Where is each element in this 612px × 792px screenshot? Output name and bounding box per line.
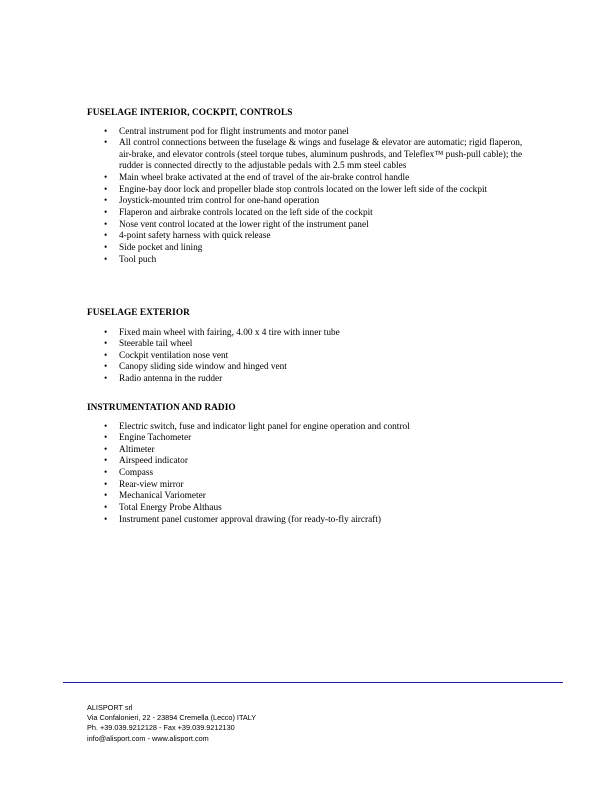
list-item: • Electric switch, fuse and indicator light panel for engine operation and control (87, 422, 527, 434)
list-item: • Radio antenna in the rudder (87, 374, 527, 386)
list-item: • All control connections between the fuselage & wings and fuselage & elevator are automatic; rigid flaperon, air-brake, and elevator controls (steel torque tubes, aluminum pushrods, and Teleflex™ push-pull cable); the rudder is connected directly to the adjustable pedals with 2.5 mm steel cables (87, 138, 527, 173)
section-fuselage-exterior (87, 308, 527, 385)
list-item: • Side pocket and lining (87, 243, 527, 255)
list-item: • Main wheel brake activated at the end of travel of the air-brake control handle (87, 173, 527, 185)
list-item: • Flaperon and airbrake controls located on the left side of the cockpit (87, 208, 527, 220)
list-item: • Rear-view mirror (87, 480, 527, 492)
footer-address: Via Confalonieri, 22 - 23894 Cremella (Lecco) ITALY (87, 713, 257, 723)
list-item: • Total Energy Probe Althaus (87, 503, 527, 515)
footer (87, 703, 256, 744)
footer-contact: info@alisport.com - www.alisport.com (87, 733, 209, 743)
list-item: • Mechanical Variometer (87, 491, 527, 503)
footer-divider (63, 682, 563, 683)
section-heading: FUSELAGE INTERIOR, COCKPIT, CONTROLS (87, 108, 293, 118)
list-item: • Instrument panel customer approval drawing (for ready-to-fly aircraft) (87, 515, 527, 527)
list-item: • Engine Tachometer (87, 433, 527, 445)
section-heading: INSTRUMENTATION AND RADIO (87, 403, 236, 413)
list-item: • Central instrument pod for flight instruments and motor panel (87, 127, 527, 139)
footer-phone: Ph. +39.039.9212128 - Fax +39.039.9212130 (87, 723, 235, 733)
list-item: • Engine-bay door lock and propeller blade stop controls located on the lower left side of the cockpit (87, 185, 531, 197)
list-item: • Fixed main wheel with fairing, 4.00 x 4 tire with inner tube (87, 328, 527, 340)
list-item: • Altimeter (87, 445, 527, 457)
list-item: • Airspeed indicator (87, 456, 527, 468)
footer-company: ALISPORT srl (87, 703, 133, 712)
list-item: • Nose vent control located at the lower right of the instrument panel (87, 220, 527, 232)
list-item: • Canopy sliding side window and hinged vent (87, 362, 527, 374)
list-item: • Compass (87, 468, 527, 480)
bullet-list (87, 422, 527, 527)
section-instrumentation-radio (87, 403, 527, 525)
list-item: • Steerable tail wheel (87, 339, 527, 351)
list-item: • Tool puch (87, 255, 527, 267)
list-item: • Cockpit ventilation nose vent (87, 351, 527, 363)
list-item: • 4-point safety harness with quick release (87, 231, 527, 243)
section-heading: FUSELAGE EXTERIOR (87, 308, 190, 318)
section-fuselage-interior (87, 108, 527, 265)
bullet-list (87, 328, 527, 386)
bullet-list (87, 127, 527, 267)
list-item: • Joystick-mounted trim control for one-hand operation (87, 196, 527, 208)
